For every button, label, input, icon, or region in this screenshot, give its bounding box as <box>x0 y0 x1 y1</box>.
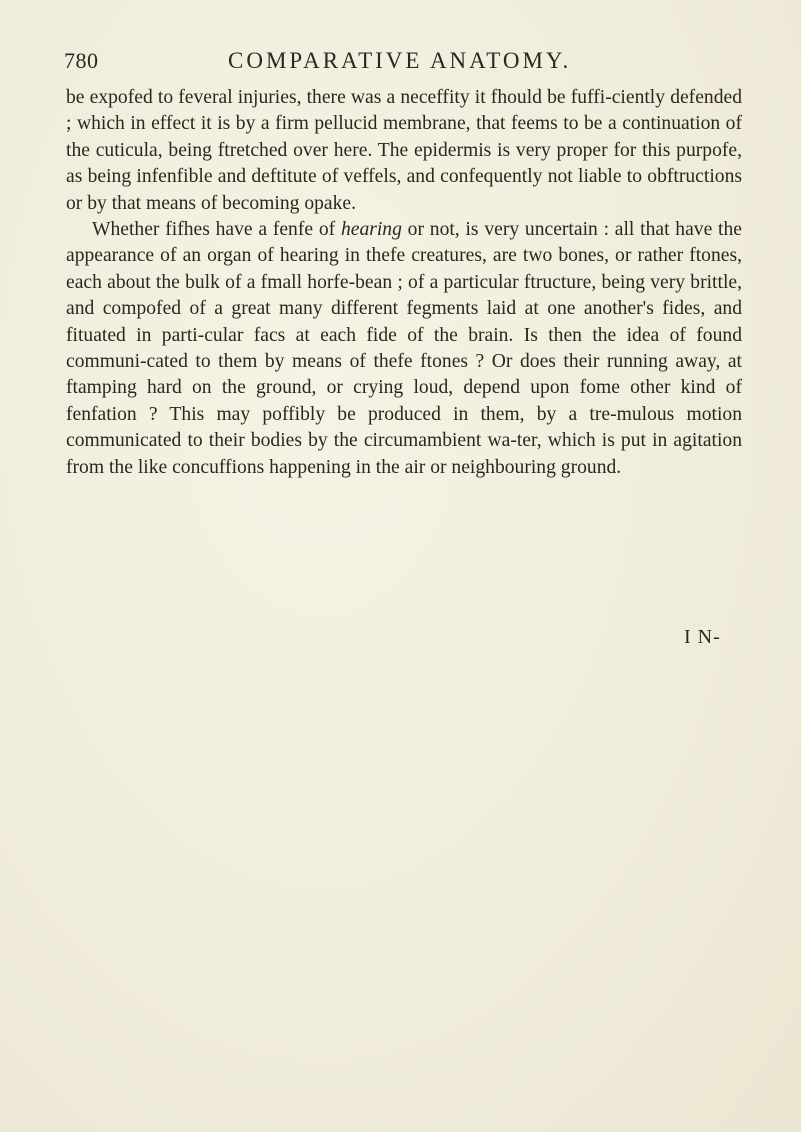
catchword: I N- <box>684 626 721 648</box>
page-number: 780 <box>64 48 99 73</box>
paragraph-2-before: Whether fifhes have a fenfe of <box>92 219 341 241</box>
running-head: COMPARATIVE ANATOMY. <box>228 48 572 73</box>
paragraph-2 <box>66 217 742 481</box>
paragraph-2-after: or not, is very uncertain : all that have the appearance of an organ of hearing in thefe creatures, are two bones, or rather ftones, each about the bulk of a fmall horfe-bean ; of a particular ftructure, being very brittle, and compofed of a great many different fegments laid at one another's fides, and fituated in parti-cular facs at each fide of the brain. Is then the idea of found communi-cated to them by means of thefe ftones ? Or does their running away, at ftamping hard on the ground, or crying loud, depend upon fome other kind of fenfation ? This may poffibly be produced in them, by a tre-mulous motion communicated to their bodies by the circumambient wa-ter, which is put in agitation from the like concuffions happening in the air or neighbouring ground. <box>66 219 742 478</box>
page-header <box>62 44 742 84</box>
paragraph-2-emphasis: hearing <box>340 219 402 241</box>
body-text <box>66 85 742 481</box>
paragraph-1: be expofed to feveral injuries, there was a neceffity it fhould be fuffi-ciently defended ; which in effect it is by a firm pellucid membrane, that feems to be a continuation of the cuticula, being ftretched over here. The epidermis is very proper for this purpofe, as being infenfible and deftitute of veffels, and confequently not liable to obftructions or by that means of becoming opake. <box>66 87 742 214</box>
